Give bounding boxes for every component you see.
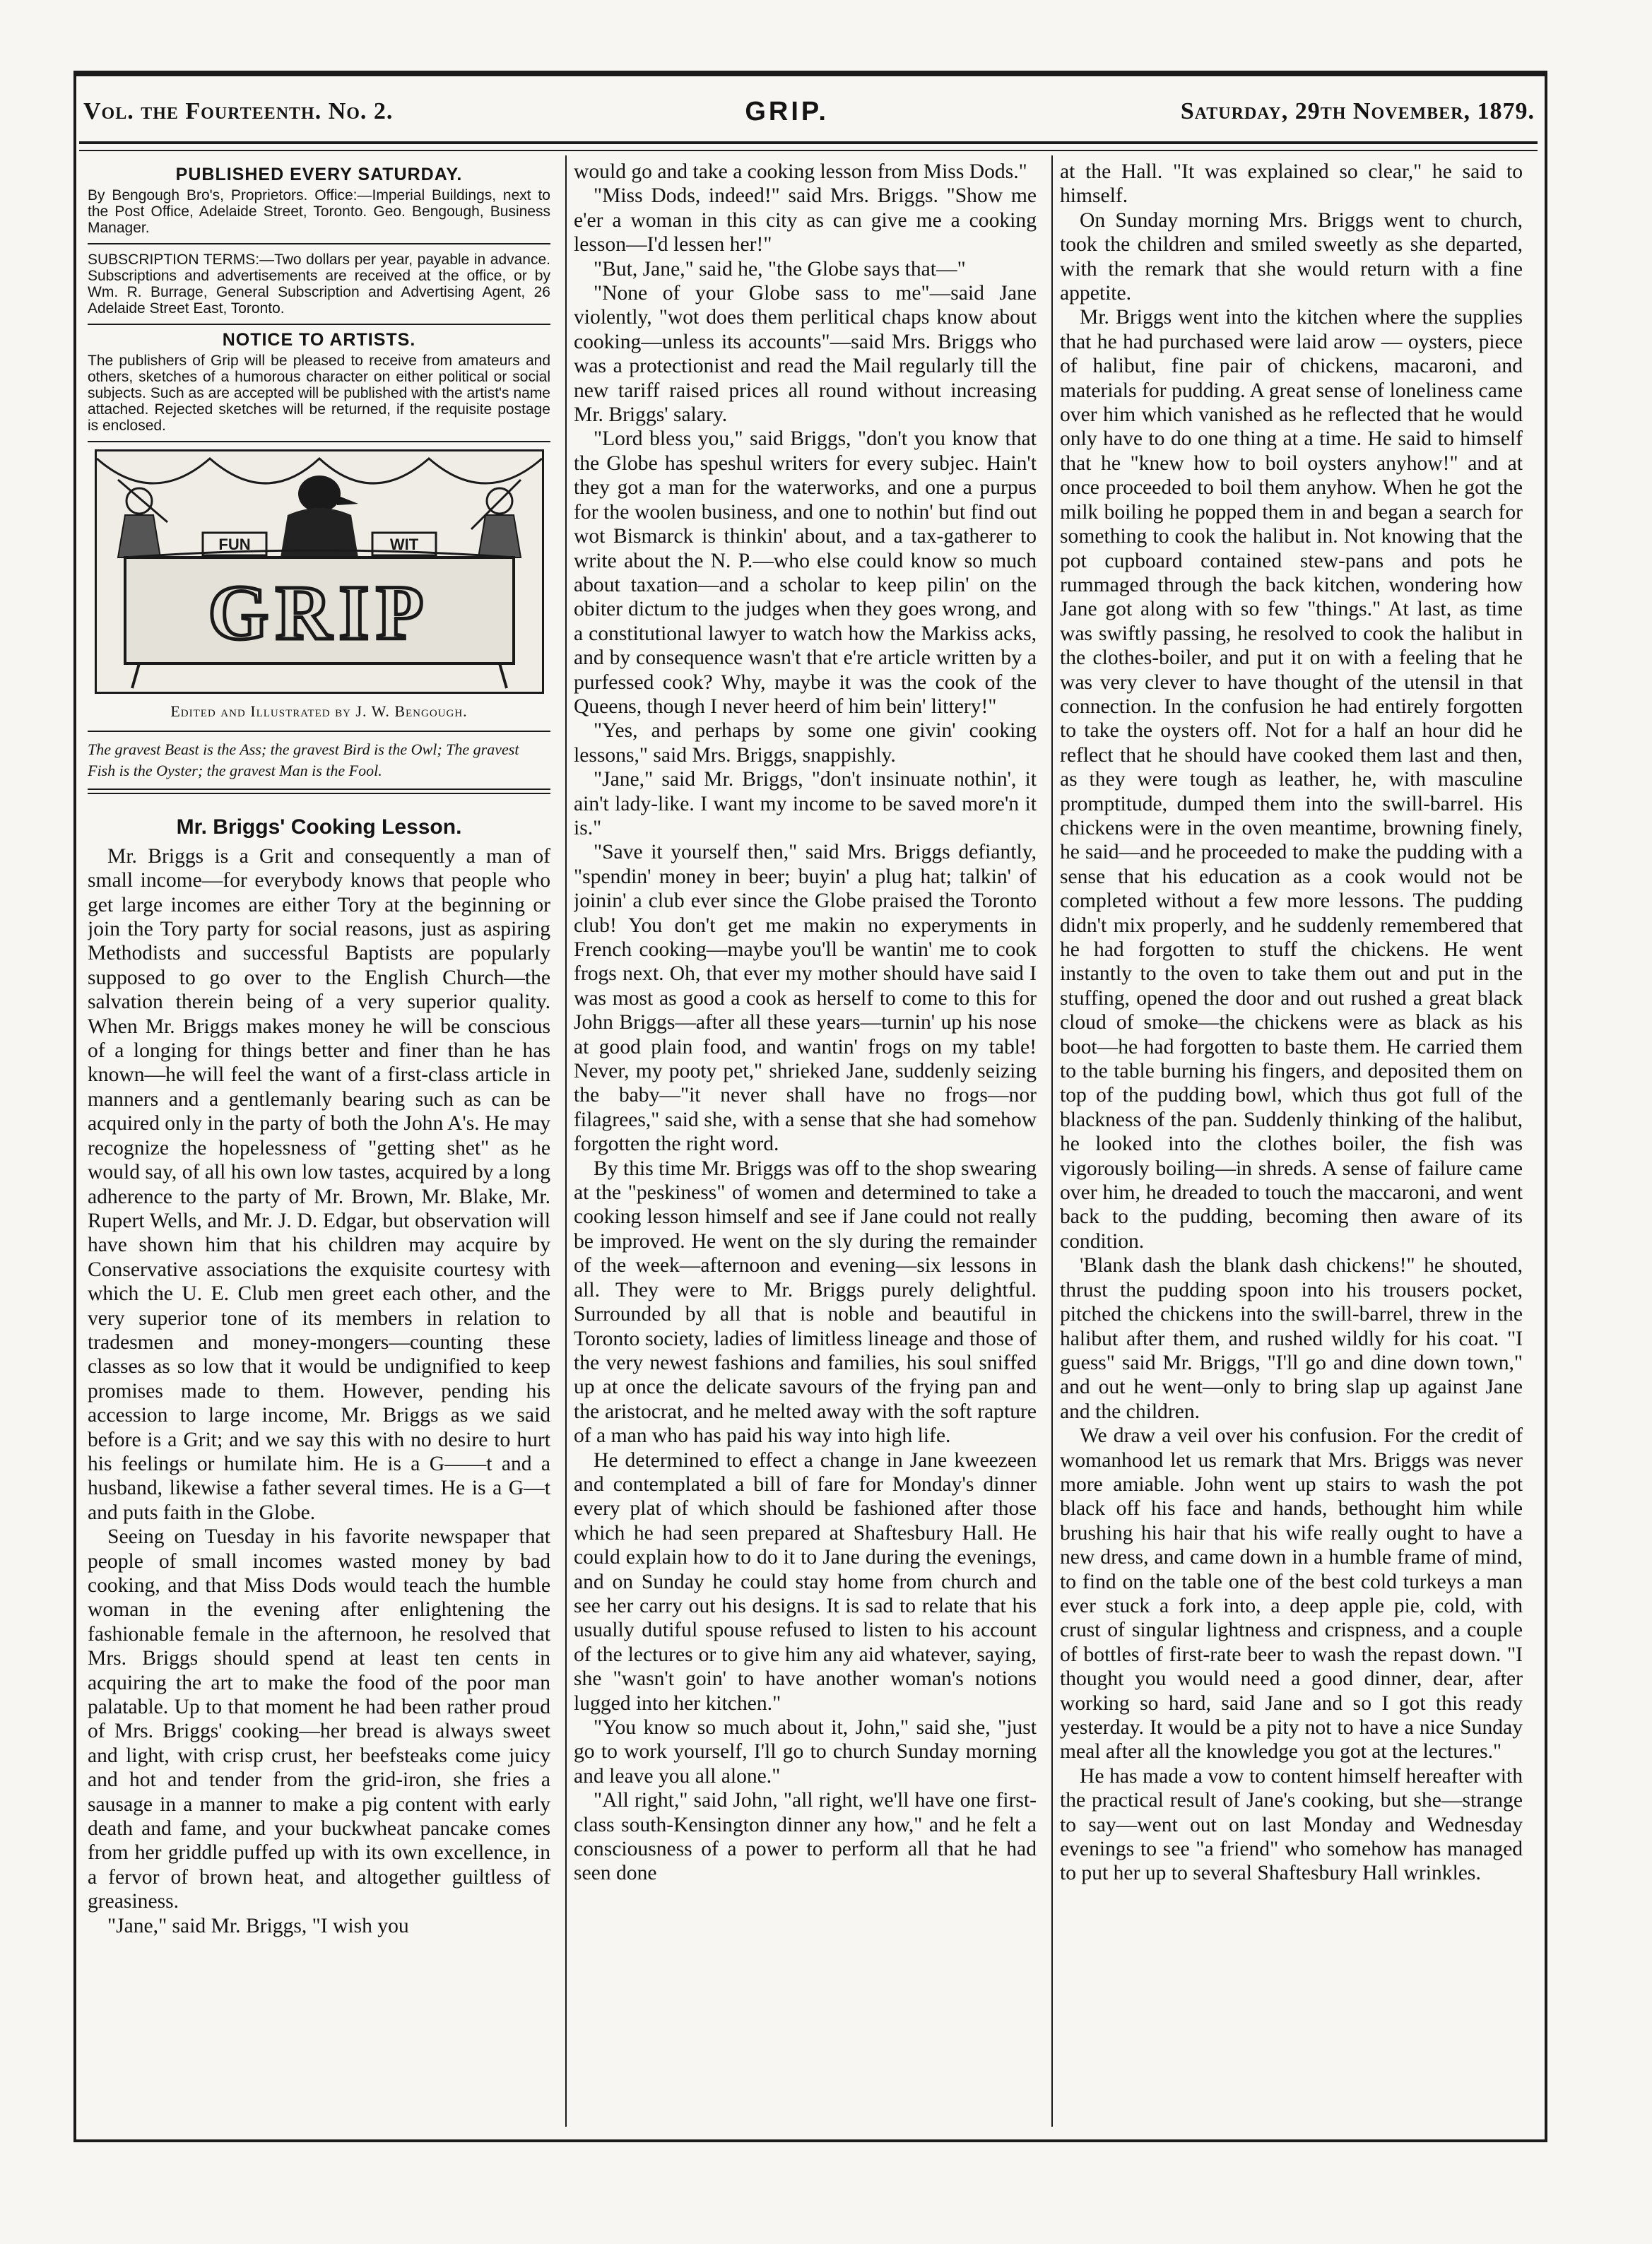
page-header: [83, 83, 1535, 140]
left-figure-icon: [118, 480, 167, 557]
motto: The gravest Beast is the Ass; the gravest Bird is the Owl; The gravest Fish is the Oyster; the gravest Man is the Fool.: [88, 740, 519, 780]
masthead-title: GRIP.: [745, 96, 829, 126]
article-paragraph: Mr. Briggs went into the kitchen where the supplies that he had purchased were laid arow — oysters, piece of halibut, fine pair of chickens, macaroni, and materials for pudding. A great sense of loneliness came over him which vanished as he reflected that he would only have to do one thing at a time. He said to himself that he "knew how to boil oysters anyhow!" and at once proceeded to boil them anyhow. When he got the milk boiling he popped them in and began a search for something to cook the halibut in. Not knowing that the pot cupboard contained stew-pans and pots he rummaged through the back kitchen, wondering how Jane got along with so few "things." At last, as time was swiftly passing, he resolved to cook the halibut in the clothes-boiler, and put it on with a feeling that he was very clever to have thought of the utensil in that connection. In the confusion he had entirely forgotten to take the oysters off. Not for a half an hour did he reflect that he should have cooked them last and then, as they were tough as leather, he, with masculine promptitude, dumped them into the swill-barrel. His chickens were in the oven meantime, browning finely, he said—and he proceeded to make the pudding with a sense that his education as a cook would not be completed without a few more lessons. The pudding didn't mix properly, and he suddenly remembered that he had forgotten to stuff the chickens. He went instantly to the oven to take them out and put in the stuffing, opened the door and out rushed a great black cloud of smoke—the chickens were as black as his boot—he had forgotten to baste them. He carried them to the table burning his fingers, and deposited them on top of the pudding bowl, which thus got full of the blackness of the pan. Suddenly thinking of the halibut, he looked into the clothes boiler, the fish was vigorously boiling—in shreds. A sense of failure came over him, he dreaded to touch the maccaroni, and went back to the pudding, becoming then aware of its condition.: [1060, 306, 1523, 1253]
column-rule-2: [1051, 155, 1053, 2127]
divider: [88, 243, 550, 244]
article-paragraph: Seeing on Tuesday in his favorite newspaper that people of small incomes wasted money by bad cooking, and that Miss Dods would teach the humble woman in the evening after enlightening the fashionable female in the afternoon, he resolved that Mrs. Briggs should spend at least ten cents in acquiring the art to make the food of the poor man palatable. Up to that moment he had been rather proud of Mrs. Briggs' cooking—her bread is always sweet and light, with crisp crust, her beefsteaks come juicy and hot and tender from the grid-iron, she fries a sausage in a manner to make a pig content with early death and fame, and your buckwheat pancake comes from her griddle puffed up with its own excellence, in a fervor of brown heat, and altogether guiltless of greasiness.: [88, 1525, 550, 1913]
right-figure-icon: [471, 480, 521, 557]
article-paragraph: at the Hall. "It was explained so clear," he said to himself.: [1060, 160, 1523, 208]
header-rule: [79, 141, 1538, 144]
publication-info: [88, 167, 550, 442]
divider: [88, 789, 550, 790]
article-paragraph: We draw a veil over his confusion. For the credit of womanhood let us remark that Mrs. Briggs was never more amiable. John went up stairs to wash the pot black off his face and hands, bethought him while brushing his hair that his wife really ought to have a new dress, and came down in a humble frame of mind, to find on the table one of the best cold turkeys a man ever stuck a fork into, a deep apple pie, cold, with crust of singular lightness and crispness, and a couple of bottles of first-rate beer to wash the repast down. "I thought you would need a good dinner, dear, after working so hard, said Jane and so I got this ready yesterday. It would be a pity not to have a nice Sunday meal after all the knowledge you got at the lectures.": [1060, 1424, 1523, 1764]
issue-date: Saturday, 29th November, 1879.: [1180, 98, 1535, 124]
fun-sign-label: FUN: [218, 536, 251, 553]
article-paragraph: would go and take a cooking lesson from Miss Dods.": [574, 160, 1027, 183]
article-paragraph: He has made a vow to content himself hereafter with the practical result of Jane's cooking, but she—strange to say—went out on last Monday and Wednesday evenings to see "a friend" who somehow has managed to put her up to several Shaftesbury Hall wrinkles.: [1060, 1764, 1523, 1885]
notice-text: The publishers of Grip will be pleased to receive from amateurs and others, sketches of a humorous character on either political or social subjects. Such as are accepted will be published with the artist's name attached. Rejected sketches will be returned, if the requisite postage is enclosed.: [88, 353, 550, 434]
grip-logo-text: GRIP: [208, 569, 430, 656]
published-text: By Bengough Bro's, Proprietors. Office:—Imperial Buildings, next to the Post Office, Adelaide Street, Toronto. Geo. Bengough, Business Manager.: [88, 187, 550, 236]
raven-icon: [281, 476, 358, 557]
subscription-terms: SUBSCRIPTION TERMS:—Two dollars per year, payable in advance. Subscriptions and advertisements are received at the office, or by Wm. R. Burrage, General Subscription and Advertising Agent, 26 Adelaide Street East, Toronto.: [88, 252, 550, 317]
grip-logo-illustration: [95, 449, 544, 694]
column-2: [574, 160, 1037, 2103]
logo-caption: Edited and Illustrated by J. W. Bengough.: [170, 702, 468, 720]
article-paragraph: "Yes, and perhaps by some one givin' cooking lessons," said Mrs. Briggs, snappishly.: [574, 719, 1037, 767]
wit-sign-label: WIT: [389, 536, 418, 553]
notice-title: NOTICE TO ARTISTS.: [222, 330, 416, 350]
article-paragraph: He determined to effect a change in Jane kweezeen and contemplated a bill of fare for Monday's dinner every plat of which should be fashioned after those which he had seen prepared at Shaftesbury Hall. He could explain how to do it to Jane during the evenings, and on Sunday he could stay home from church and see her carry out his designs. It is sad to relate that his usually dutiful spouse refused to listen to his account of the lectures or to give him any aid whatever, saying, she "wasn't goin' to have another woman's notions lugged into her kitchen.": [574, 1448, 1037, 1715]
volume-number: Vol. the Fourteenth. No. 2.: [83, 98, 394, 124]
article-paragraph: "Miss Dods, indeed!" said Mrs. Briggs. "Show me e'er a woman in this city as can give me a cooking lesson—I'd lessen her!": [574, 184, 1037, 256]
article-paragraph: "Jane," said Mr. Briggs, "don't insinuate nothin', it ain't lady-like. I want my income to be saved more'n it is.": [574, 768, 1037, 839]
published-title: PUBLISHED EVERY SATURDAY.: [175, 165, 463, 184]
divider: [88, 793, 550, 794]
divider: [88, 441, 550, 442]
article-paragraph: "Save it yourself then," said Mrs. Briggs defiantly, "spendin' money in beer; buyin' a plug hat; talkin' of joinin' a club ever since the Globe praised the Toronto club! You don't get me makin no experyments in French cooking—maybe you'll be wantin' me to cook frogs next. Oh, that ever my mother should have said I was most as good a cook as herself to come to this for John Briggs—after all these years—turnin' up his nose at good plain food, and wantin' frogs on my table! Never, my pooty pet," shrieked Jane, suddenly seizing the baby—"it never shall have no frogs—nor filagrees," said she, with a sense that she had somehow forgotten the right word.: [574, 841, 1037, 1156]
article-title: Mr. Briggs' Cooking Lesson.: [176, 815, 462, 839]
article-paragraph: "All right," said John, "all right, we'll have one first-class south-Kensington dinner any how," and he felt a consciousness of a power to perform all that he had seen done: [574, 1789, 1037, 1885]
divider: [88, 324, 550, 325]
logo-drawing: [97, 451, 542, 692]
article-paragraph: By this time Mr. Briggs was off to the shop swearing at the "peskiness" of women and determined to take a cooking lesson himself and see if Jane could not really be improved. He went on the sly during the remainder of the week—afternoon and evening—six lessons in all. They were to Mr. Briggs purely delightful. Surrounded by all that is noble and beautiful in Toronto society, ladies of limitless lineage and those of the very newest fashions and families, his soul sniffed up at once the delicate savours of the frying pan and the aristocrat, and he melted away with the soft rapture of a man who has paid his way into high life.: [574, 1157, 1037, 1448]
article-paragraph: "None of your Globe sass to me"—said Jane violently, "wot does them perlitical chaps know about cooking—unless its accounts"—said Mrs. Briggs who was a protectionist and read the Mail regularly till the new tariff raised prices all round without increasing Mr. Briggs' salary.: [574, 282, 1037, 427]
article-paragraph: "Jane," said Mr. Briggs, "I wish you: [107, 1914, 409, 1937]
column-1: [88, 160, 550, 2103]
article-paragraph: On Sunday morning Mrs. Briggs went to church, took the children and smiled sweetly as she departed, with the remark that she would return with a fine appetite.: [1060, 208, 1523, 305]
article-paragraph: Mr. Briggs is a Grit and consequently a man of small income—for everybody knows that people who get large incomes are either Tory at the beginning or join the Tory party for social reasons, just as aspiring Methodists and successful Baptists are popularly supposed to go over to the English Church—the salvation therein being of a very superior quality. When Mr. Briggs makes money he will be conscious of a longing for things better and finer than he has known—he will feel the want of a first-class article in manners and a gentlemanly bearing such as can be acquired only in the party of both the John A's. He may recognize the hopelessness of "getting shet" as he would say, of all his own low tastes, acquired by a long adherence to the party of Mr. Brown, Mr. Blake, Mr. Rupert Wells, and Mr. J. D. Edgar, but observation will have shown him that his children may acquire by Conservative associations the exquisite courtesy with which the U. E. Club men greet each other, and the very superior tone of its members in relation to tradesmen and money-mongers—counting these classes as so low that it would be undignified to keep promises made to them. However, pending his accession to large income, Mr. Briggs as we said before is a Grit; and we say this with no desire to hurt his feelings or humilate him. He is a G——t and a husband, likewise a father several times. He is a G—t and puts faith in the Globe.: [88, 844, 550, 1524]
article-paragraph: "But, Jane," said he, "the Globe says that—": [594, 257, 966, 280]
article-paragraph: 'Blank dash the blank dash chickens!" he shouted, thrust the pudding spoon into his trousers pocket, pitched the chickens into the swill-barrel, threw in the halibut after them, and rushed wildly for his coat. "I guess" said Mr. Briggs, "I'll go and dine down town," and out he went—only to bring slap up against Jane and the children.: [1060, 1254, 1523, 1423]
article-paragraph: "You know so much about it, John," said she, "just go to work yourself, I'll go to church Sunday morning and leave you all alone.": [574, 1716, 1037, 1788]
column-3: [1060, 160, 1523, 2103]
column-rule-1: [565, 155, 567, 2127]
divider: [88, 731, 550, 732]
article-paragraph: "Lord bless you," said Briggs, "don't you know that the Globe has speshul writers for every subjec. Hain't they got a man for the waterworks, and one a purpus for the woolen business, and one to nothin' but find out wot Bismarck is thinkin' about, and a tax-gatherer to write about the N. P.—who else could know so much about taxation—and a scholar to keep pilin' on the obiter dictum to the judges when they goes wrong, and a constitutional lawyer to watch how the Markiss acks, and by consequence wasn't that e're article written by a purfessed cook? Why, maybe it was the cook of the Queens, though I never heerd of him bein' littery!": [574, 427, 1037, 718]
header-rule-secondary: [79, 150, 1538, 151]
